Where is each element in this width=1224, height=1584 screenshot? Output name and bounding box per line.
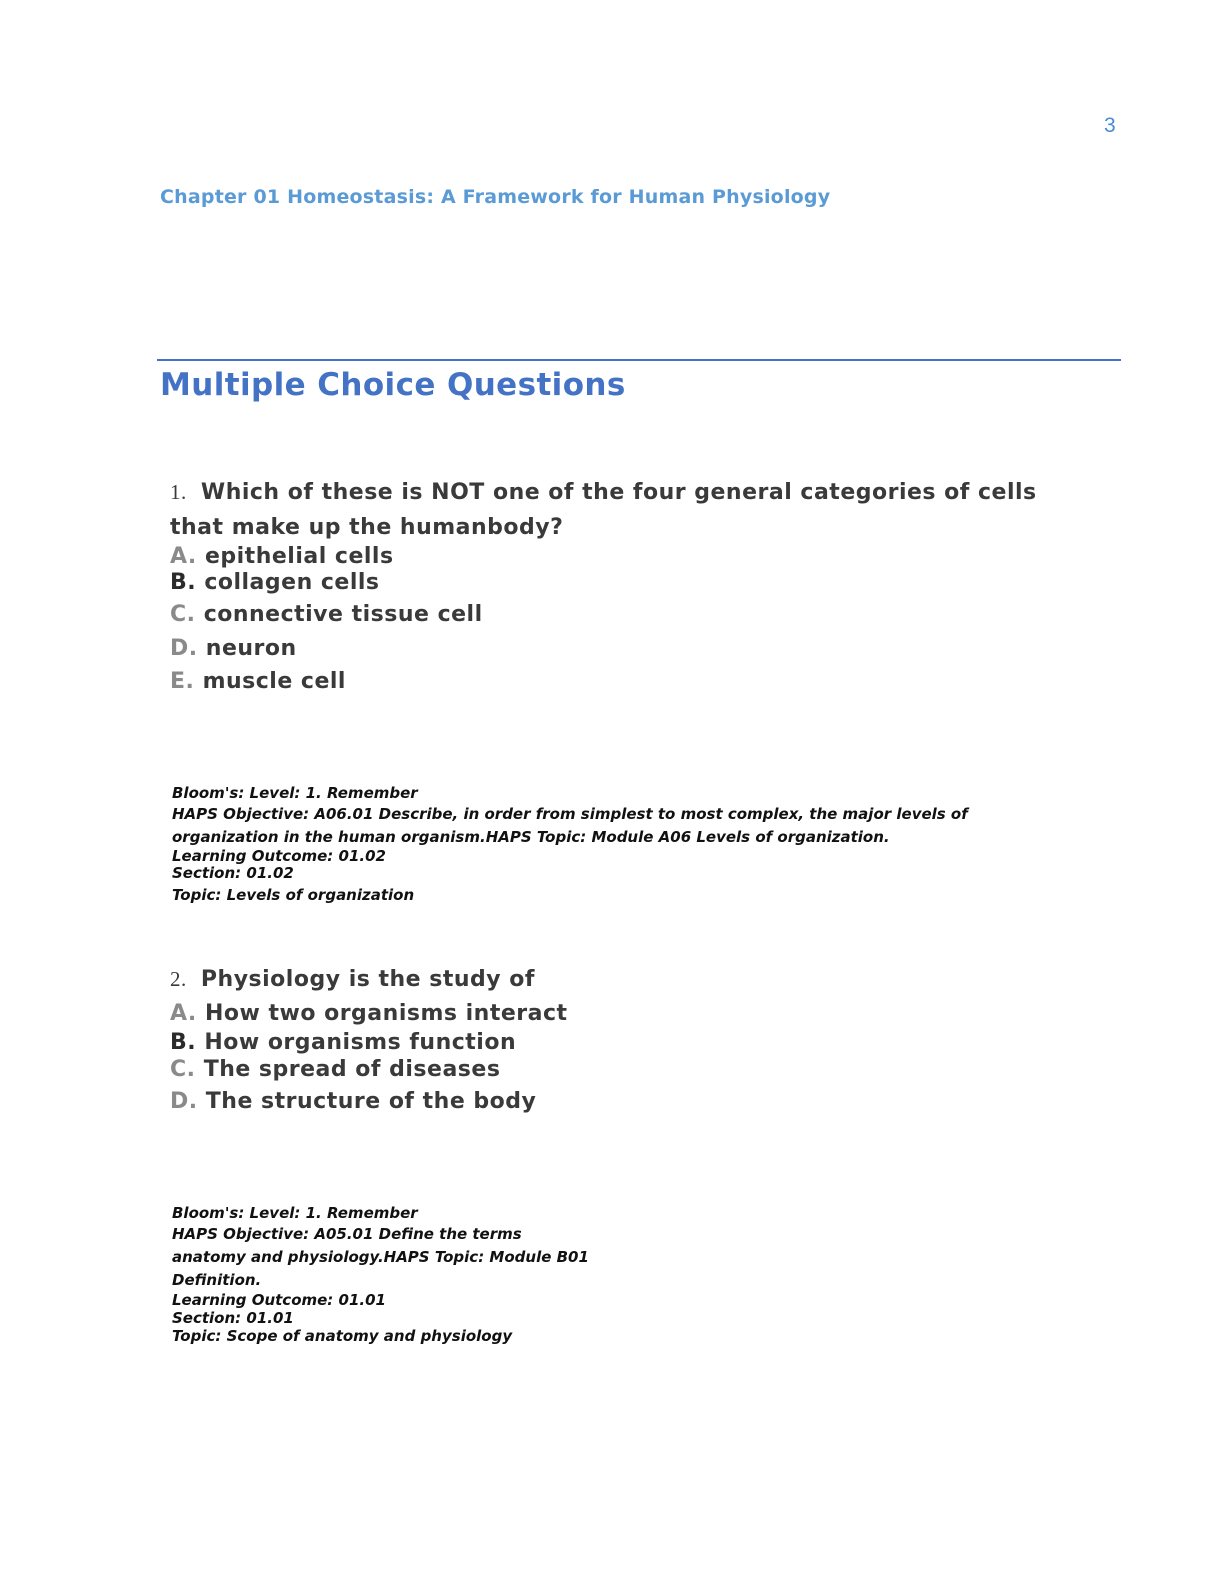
question-stem: Which of these is NOT one of the four general categories of cells bbox=[200, 480, 1037, 505]
option-letter: D. bbox=[170, 1089, 198, 1114]
section-ref: Section: 01.01 bbox=[172, 1309, 294, 1327]
blooms-level: Bloom's: Level: 1. Remember bbox=[172, 1204, 418, 1222]
topic: Topic: Scope of anatomy and physiology bbox=[172, 1327, 513, 1345]
section-heading: Multiple Choice Questions bbox=[160, 367, 626, 403]
option-letter: C. bbox=[170, 602, 196, 627]
haps-objective-continued: anatomy and physiology.HAPS Topic: Module B01 bbox=[172, 1248, 589, 1266]
answer-option[interactable] bbox=[170, 669, 346, 694]
section-divider bbox=[157, 359, 1121, 361]
question-2-stem bbox=[170, 967, 535, 992]
option-letter: B. bbox=[170, 570, 197, 595]
answer-option[interactable] bbox=[170, 636, 297, 661]
haps-objective-continued: Definition. bbox=[172, 1271, 262, 1289]
option-letter: D. bbox=[170, 636, 198, 661]
option-letter: A. bbox=[170, 1001, 197, 1026]
option-letter: A. bbox=[170, 544, 197, 569]
haps-objective: HAPS Objective: A06.01 Describe, in order from simplest to most complex, the major levels of bbox=[172, 805, 968, 823]
question-stem: Physiology is the study of bbox=[200, 967, 535, 992]
option-text: neuron bbox=[205, 636, 297, 661]
question-number: 2. bbox=[170, 967, 187, 991]
answer-option[interactable] bbox=[170, 1001, 568, 1026]
option-letter: C. bbox=[170, 1057, 196, 1082]
option-text: epithelial cells bbox=[204, 544, 394, 569]
section-ref: Section: 01.02 bbox=[172, 864, 294, 882]
option-text: collagen cells bbox=[204, 570, 380, 595]
question-stem: that make up the humanbody? bbox=[170, 515, 564, 540]
haps-objective-continued: organization in the human organism.HAPS Topic: Module A06 Levels of organization. bbox=[172, 828, 890, 846]
answer-option[interactable] bbox=[170, 1089, 536, 1114]
option-text: How organisms function bbox=[204, 1030, 517, 1055]
question-1-stem bbox=[170, 480, 1037, 505]
answer-option[interactable] bbox=[170, 602, 483, 627]
haps-objective: HAPS Objective: A05.01 Define the terms bbox=[172, 1225, 522, 1243]
option-text: The spread of diseases bbox=[203, 1057, 501, 1082]
answer-option[interactable] bbox=[170, 570, 380, 595]
topic: Topic: Levels of organization bbox=[172, 886, 415, 904]
page-number: 3 bbox=[1104, 114, 1116, 137]
question-1-stem-continued bbox=[170, 515, 563, 540]
answer-option[interactable] bbox=[170, 544, 394, 569]
question-number: 1. bbox=[170, 480, 187, 504]
chapter-title: Chapter 01 Homeostasis: A Framework for Human Physiology bbox=[160, 186, 831, 208]
option-letter: E. bbox=[170, 669, 195, 694]
blooms-level: Bloom's: Level: 1. Remember bbox=[172, 784, 418, 802]
answer-option[interactable] bbox=[170, 1030, 516, 1055]
option-letter: B. bbox=[170, 1030, 197, 1055]
option-text: How two organisms interact bbox=[204, 1001, 568, 1026]
option-text: The structure of the body bbox=[205, 1089, 537, 1114]
option-text: muscle cell bbox=[202, 669, 346, 694]
learning-outcome: Learning Outcome: 01.01 bbox=[172, 1291, 386, 1309]
answer-option[interactable] bbox=[170, 1057, 500, 1082]
learning-outcome: Learning Outcome: 01.02 bbox=[172, 847, 386, 865]
option-text: connective tissue cell bbox=[203, 602, 483, 627]
